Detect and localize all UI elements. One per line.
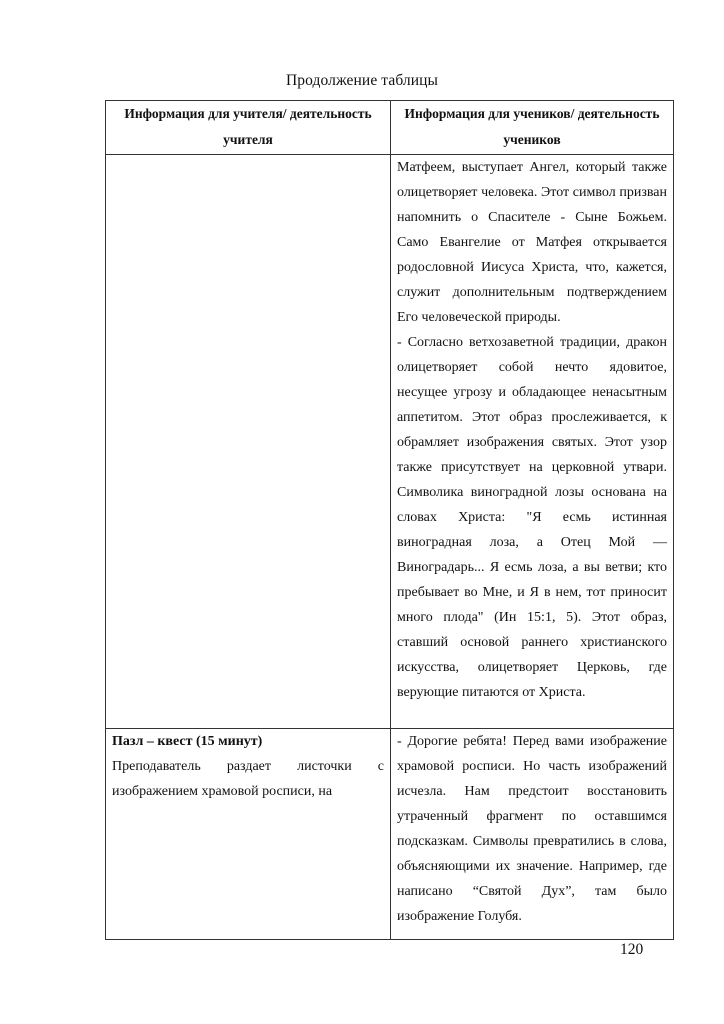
puzzle-quest-title: Пазл – квест (15 минут) [112,734,263,749]
table-header-row [106,101,674,155]
puzzle-quest-instructions: Преподаватель раздает листочки с изображением храмовой росписи, на [112,759,384,799]
symbol-dragon-vine-paragraph: - Согласно ветхозаветной традиции, дракон олицетворяет собой нечто ядовитое, несущее угрозу и обладающее ненасытным аппетитом. Этот образ прослеживается, к обрамляет изображения святых. Этот узор также присутствует на церковной утвари. Символика виноградной лозы основана на словах Христа: "Я есмь истинная виноградная лоза, а Отец Мой — Виноградарь... Я есмь лоза, а вы ветви; кто пребывает во Мне, и Я в нем, тот приносит много плода" (Ин 15:1, 5). Этот образ, ставший основой раннего христианского искусства, олицетворяет Церковь, где верующие питаются от Христа. [397,335,667,700]
table-row [106,729,674,940]
header-student-column [391,101,674,155]
student-cell-puzzle [391,729,674,940]
puzzle-quest-student-text: - Дорогие ребята! Перед вами изображение храмовой росписи. Но часть изображений исчезла. Нам предстоит восстановить утраченный фрагмент по оставшимся подсказкам. Символы превратились в слова, объясняющими их значение. Например, где написано “Святой Дух”, там было изображение Голубя. [397,734,667,924]
page-number: 120 [620,941,644,958]
lesson-table [105,100,674,940]
header-teacher-label: Информация для учителя/ деятельность учителя [124,106,372,147]
header-student-label: Информация для учеников/ деятельность учеников [404,106,660,147]
teacher-cell-puzzle [106,729,391,940]
table-continuation-caption: Продолжение таблицы [285,72,439,89]
teacher-cell-empty [106,155,391,729]
header-teacher-column [106,101,391,155]
student-cell-symbolism [391,155,674,729]
table-row [106,155,674,729]
symbol-angel-paragraph: Матфеем, выступает Ангел, который также олицетворяет человека. Этот символ призван напомнить о Спасителе - Сыне Божьем. Само Евангелие от Матфея открывается родословной Иисуса Христа, что, кажется, служит дополнительным подтверждением Его человеческой природы. [397,160,667,325]
